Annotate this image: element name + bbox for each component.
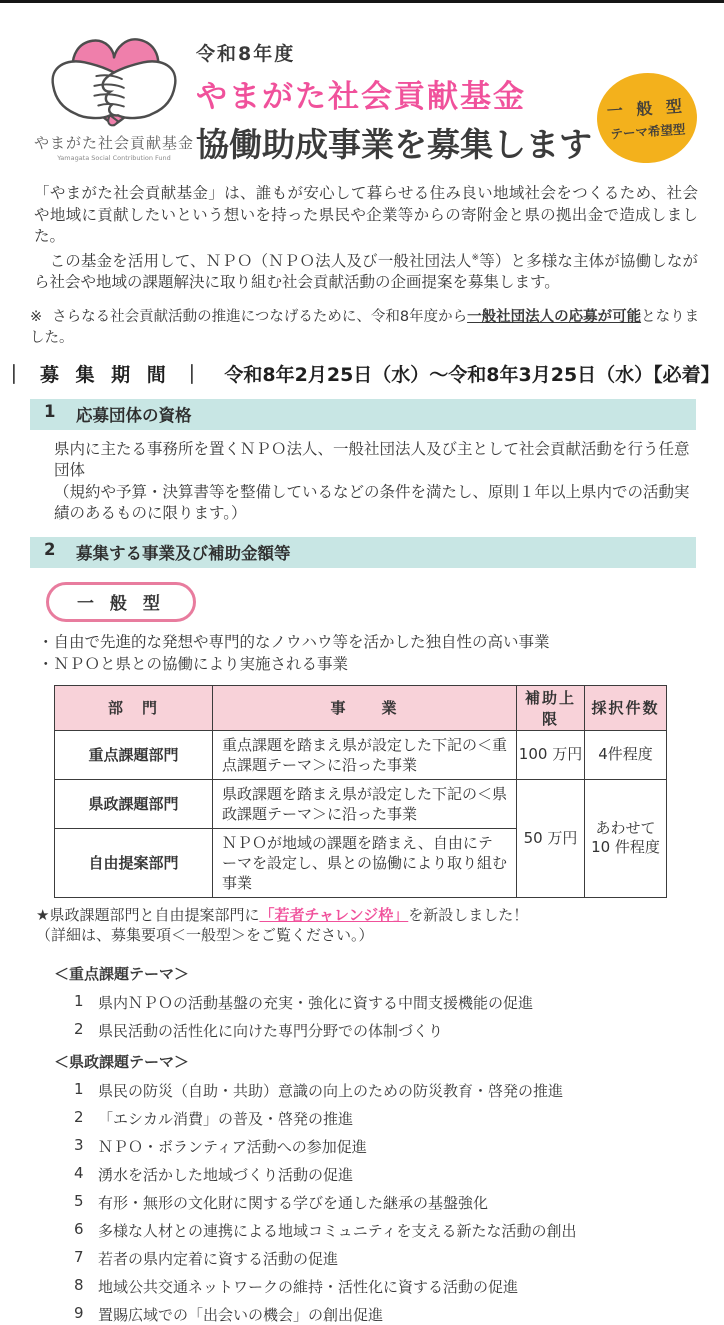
intro-paragraphs (34, 183, 698, 294)
header-business: 事 業 (213, 685, 517, 730)
list-item: 5 有形・無形の文化財に関する学びを通した継承の基盤強化 (74, 1191, 489, 1212)
section2-number: 2 (44, 539, 56, 559)
header-subsidy-limit: 補助上限 (517, 685, 585, 730)
application-period (0, 360, 724, 387)
heart-hands-logo-icon (34, 29, 194, 131)
badge-theme-type: テーマ希望型 (609, 121, 686, 142)
dept-prefectural: 県政課題部門 (55, 779, 213, 828)
reference-mark: ※ (471, 252, 480, 263)
section1-title: 応募団体の資格 (76, 405, 192, 425)
count-priority: 4件程度 (585, 730, 667, 779)
underlined-note: 一般社団法人の応募が可能 (467, 308, 642, 325)
eligibility-note: ※ さらなる社会貢献活動の推進につなげるために、令和8年度から一般社団法人の応募が可能となりました。 (30, 308, 700, 346)
desc-free-proposal: ＮＰＯが地域の課題を踏まえ、自由にテーマを設定し、県との協働により取り組む事業 (213, 828, 517, 897)
general-type-pill: 一 般 型 (46, 582, 196, 622)
desc-priority: 重点課題を踏まえ県が設定した下記の＜重点課題テーマ＞に沿った事業 (213, 730, 517, 779)
list-item: 4 湧水を活かした地域づくり活動の促進 (74, 1163, 354, 1184)
bullet-1: ・自由で先進的な発想や専門的なノウハウ等を活かした独自性の高い事業 (38, 632, 550, 651)
grant-table (54, 685, 667, 898)
bullet-2: ・ＮＰＯと県との協働により実施される事業 (38, 654, 349, 673)
section2-header (30, 537, 696, 568)
table-row (55, 730, 667, 779)
list-item: 6 多様な人材との連携による地域コミュニティを支える新たな活動の創出 (74, 1219, 577, 1240)
section1-number: 1 (44, 401, 56, 421)
title-block (196, 39, 592, 166)
header (0, 3, 724, 179)
prefectural-theme-list (54, 1051, 700, 1325)
header-department: 部 門 (55, 685, 213, 730)
dept-priority: 重点課題部門 (55, 730, 213, 779)
period-dates: 令和8年2月25日（水）～令和8年3月25日（水）【必着】 (224, 363, 720, 386)
badge-general-type: 一 般 型 (606, 96, 687, 121)
limit-shared: 50 万円 (517, 779, 585, 897)
fund-logo (34, 29, 194, 162)
logo-name-english: Yamagata Social Contribution Fund (57, 154, 171, 162)
recruitment-title: 協働助成事業を募集します (196, 125, 592, 164)
limit-priority: 100 万円 (517, 730, 585, 779)
list-item: 3 ＮＰＯ・ボランティア活動への参加促進 (74, 1135, 367, 1156)
table-header-row (55, 685, 667, 730)
section2-title: 募集する事業及び補助金額等 (76, 543, 291, 563)
youth-challenge-line2: （詳細は、募集要項＜一般型＞をご覧ください。） (36, 925, 374, 944)
list-item: 8 地域公共交通ネットワークの維持・活性化に資する活動の促進 (74, 1275, 519, 1296)
priority-theme-list (54, 963, 700, 1041)
fiscal-year: 令和8年度 (196, 43, 296, 65)
list-item: 1 県内ＮＰＯの活動基盤の充実・強化に資する中間支援機能の促進 (74, 991, 534, 1012)
list-item: 2 県民活動の活性化に向けた専門分野での体制づくり (74, 1019, 444, 1040)
list-item: 7 若者の県内定着に資する活動の促進 (74, 1247, 339, 1268)
list-item: 2 「エシカル消費」の普及・啓発の推進 (74, 1107, 354, 1128)
fund-title: やまがた社会貢献基金 (196, 79, 526, 115)
type-badge (594, 70, 700, 167)
youth-challenge-line1: ★県政課題部門と自由提案部門に「若者チャレンジ枠」を新設しました！ (36, 905, 529, 924)
note-mark: ※ (30, 308, 43, 325)
intro-paragraph-2: この基金を活用して、ＮＰＯ（ＮＰＯ法人及び一般社団法人※等）と多様な主体が協働しながら社会や地域の課題解決に取り組む社会貢献活動の企画提案を募集します。 (34, 251, 698, 292)
general-type-bullets (38, 631, 698, 675)
priority-theme-heading: ＜重点課題テーマ＞ (54, 964, 190, 983)
eligibility-condition: （規約や予算・決算書等を整備しているなどの条件を満たし、原則１年以上県内での活動実績のあるものに限ります。） (54, 482, 690, 523)
eligibility-text: 県内に主たる事務所を置くＮＰＯ法人、一般社団法人及び主として社会貢献活動を行う任意団体 (54, 439, 690, 480)
desc-prefectural: 県政課題を踏まえ県が設定した下記の＜県政課題テーマ＞に沿った事業 (213, 779, 517, 828)
list-item: 9 置賜広域での「出会いの機会」の創出促進 (74, 1303, 384, 1324)
list-item: 1 県民の防災（自助・共助）意識の向上のための防災教育・啓発の推進 (74, 1079, 564, 1100)
section1-body (54, 439, 698, 525)
prefectural-theme-heading: ＜県政課題テーマ＞ (54, 1052, 190, 1071)
logo-name: やまがた社会貢献基金 (34, 134, 195, 152)
period-label: ｜ 募 集 期 間 ｜ (4, 363, 207, 386)
youth-challenge-note (36, 905, 700, 945)
section1-header (30, 399, 696, 430)
youth-challenge-highlight: 「若者チャレンジ枠」 (259, 905, 409, 924)
dept-free-proposal: 自由提案部門 (55, 828, 213, 897)
table-row (55, 779, 667, 828)
header-adoption-count: 採択件数 (585, 685, 667, 730)
intro-paragraph-1: 「やまがた社会貢献基金」は、誰もが安心して暮らせる住み良い地域社会をつくるため、社会や地域に貢献したいという想いを持った県民や企業等からの寄附金と県の拠出金で造成しました。 (34, 184, 698, 245)
count-shared: あわせて 10 件程度 (585, 779, 667, 897)
